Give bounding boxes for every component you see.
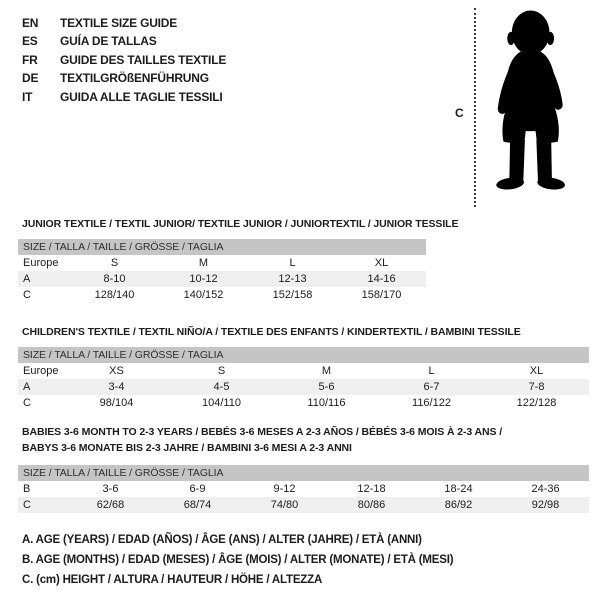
table-cell: 68/74 (154, 497, 241, 513)
size-bar-row (18, 347, 589, 363)
table-cell: 3-6 (102, 483, 119, 495)
table-cell: L (428, 365, 435, 377)
table-cell: M (321, 365, 332, 377)
junior-size-table (18, 239, 426, 303)
language-title: GUIDE DES TAILLES TEXTILE (60, 52, 227, 67)
height-marker-label: C (455, 106, 464, 120)
size-bar: SIZE / TALLA / TAILLE / GRÖSSE / TAGLIA (18, 347, 589, 363)
table-cell: 62/68 (67, 497, 154, 513)
language-row (22, 32, 226, 50)
table-cell: 9-12 (273, 483, 296, 495)
size-bar: SIZE / TALLA / TAILLE / GRÖSSE / TAGLIA (18, 465, 589, 481)
table-cell: 3-4 (64, 379, 169, 395)
row-label: C (18, 497, 67, 513)
language-code: FR (22, 52, 38, 67)
table-cell: 24-36 (531, 483, 560, 495)
row-label: B (23, 483, 31, 495)
section-title-junior (22, 216, 458, 232)
table-row (18, 255, 426, 271)
row-label: C (23, 397, 31, 409)
section-title-line: BABIES 3-6 MONTH TO 2-3 YEARS / BEBÉS 3-6 MESES A 2-3 AÑOS / BÉBÉS 3-6 MOIS À 2-3 ANS / (22, 426, 503, 438)
toddler-silhouette-icon (488, 8, 570, 205)
language-code: IT (22, 89, 33, 104)
table-cell: 18-24 (444, 483, 473, 495)
table-cell: 128/140 (94, 289, 135, 301)
table-cell: 12-13 (248, 271, 337, 287)
section-title-line: CHILDREN'S TEXTILE / TEXTIL NIÑO/A / TEXTILE DES ENFANTS / KINDERTEXTIL / BAMBINI TESSILE (22, 326, 521, 338)
size-bar-row (18, 239, 426, 255)
table-cell: S (110, 257, 119, 269)
row-label: A (18, 379, 64, 395)
language-row (22, 69, 226, 87)
table-row (18, 481, 589, 497)
section-title-babies (22, 424, 502, 456)
table-cell: L (289, 257, 296, 269)
language-title: TEXTILE SIZE GUIDE (60, 16, 178, 30)
section-title-line: JUNIOR TEXTILE / TEXTIL JUNIOR/ TEXTILE JUNIOR / JUNIORTEXTIL / JUNIOR TESSILE (22, 218, 459, 230)
size-bar-row (18, 465, 589, 481)
table-cell: 5-6 (274, 379, 379, 395)
table-cell: S (217, 365, 226, 377)
table-row (18, 363, 589, 379)
table-cell: 6-9 (189, 483, 206, 495)
footnote-height: C. (cm) HEIGHT / ALTURA / HAUTEUR / HÖHE / ALTEZZA (22, 574, 323, 586)
table-cell: M (198, 257, 209, 269)
table-cell: 12-18 (357, 483, 386, 495)
height-measure-dotted-line (474, 8, 476, 207)
table-cell: 6-7 (379, 379, 484, 395)
section-title-line: BABYS 3-6 MONATE BIS 2-3 JAHRE / BAMBINI 3-6 MESI A 2-3 ANNI (22, 442, 352, 454)
children-size-table (18, 347, 589, 411)
language-title: GUIDA ALLE TAGLIE TESSILI (60, 89, 223, 104)
table-cell: XS (109, 365, 124, 377)
table-cell: XL (374, 257, 389, 269)
table-cell: 10-12 (159, 271, 248, 287)
table-cell: XL (529, 365, 544, 377)
table-cell: 86/92 (415, 497, 502, 513)
table-row (18, 395, 589, 411)
table-cell: 4-5 (169, 379, 274, 395)
table-row (18, 379, 589, 395)
table-cell: 7-8 (484, 379, 589, 395)
language-code: EN (22, 16, 39, 30)
table-cell: 122/128 (516, 397, 557, 409)
section-title-children (22, 324, 521, 340)
table-row (18, 271, 426, 287)
table-cell: 158/170 (361, 289, 402, 301)
table-cell: 140/152 (183, 289, 224, 301)
language-row (22, 14, 226, 32)
language-header (22, 14, 226, 106)
babies-size-table (18, 465, 589, 513)
row-label: Europe (23, 365, 59, 377)
table-cell: 152/158 (272, 289, 313, 301)
table-cell: 98/104 (99, 397, 134, 409)
language-row (22, 88, 226, 106)
footnote-age-months: B. AGE (MONTHS) / EDAD (MESES) / ÂGE (MOIS) / ALTER (MONATE) / ETÀ (MESI) (22, 554, 454, 566)
table-cell: 116/122 (412, 397, 451, 409)
language-code: ES (22, 34, 38, 49)
size-bar: SIZE / TALLA / TAILLE / GRÖSSE / TAGLIA (18, 239, 426, 255)
table-cell: 110/116 (307, 397, 346, 409)
row-label: C (23, 289, 31, 301)
table-cell: 14-16 (337, 271, 426, 287)
row-label: Europe (23, 257, 59, 269)
language-row (22, 51, 226, 69)
row-label: A (18, 271, 70, 287)
table-row (18, 497, 589, 513)
table-cell: 8-10 (70, 271, 159, 287)
footnote-age-years: A. AGE (YEARS) / EDAD (AÑOS) / ÂGE (ANS) / ALTER (JAHRE) / ETÀ (ANNI) (22, 534, 422, 546)
language-code: DE (22, 71, 39, 86)
table-cell: 74/80 (241, 497, 328, 513)
footnotes (22, 530, 453, 590)
table-cell: 80/86 (328, 497, 415, 513)
language-title: TEXTILGRÖßENFÜHRUNG (60, 71, 209, 86)
table-cell: 104/110 (202, 397, 241, 409)
table-row (18, 287, 426, 303)
language-title: GUÍA DE TALLAS (60, 34, 157, 49)
table-cell: 92/98 (502, 497, 589, 513)
